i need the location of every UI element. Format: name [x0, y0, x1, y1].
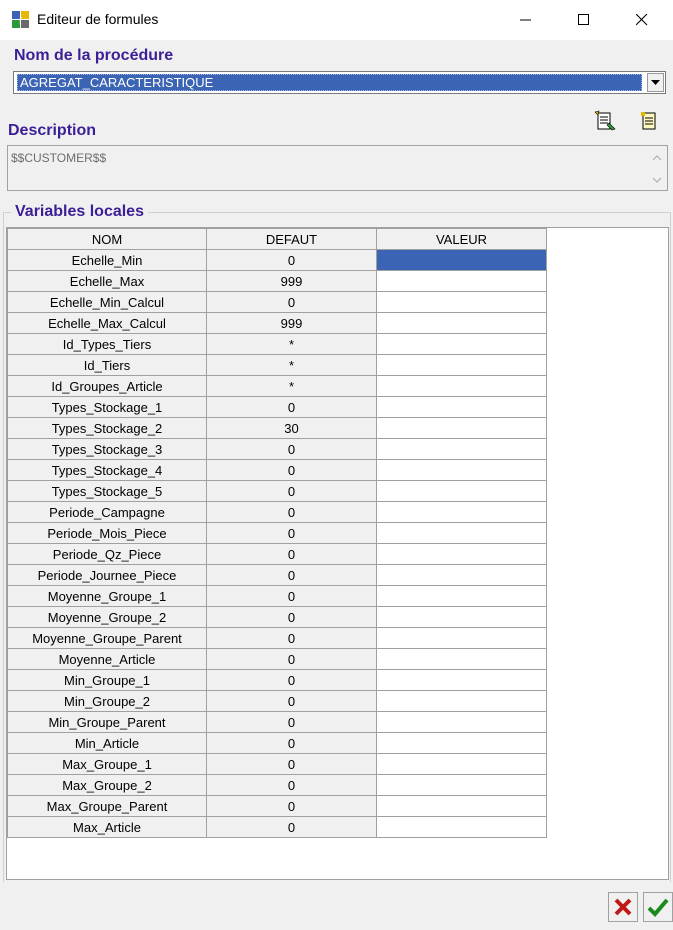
- cell-valeur[interactable]: [377, 817, 547, 838]
- cell-nom: Echelle_Min: [8, 250, 207, 271]
- table-row: [8, 670, 547, 691]
- procedure-select[interactable]: [13, 71, 666, 94]
- table-row: [8, 271, 547, 292]
- variables-grid: [6, 227, 669, 880]
- table-row: [8, 607, 547, 628]
- cell-valeur[interactable]: [377, 796, 547, 817]
- table-row: [8, 733, 547, 754]
- table-row: [8, 817, 547, 838]
- table-row: [8, 355, 547, 376]
- table-row: [8, 376, 547, 397]
- column-header-defaut[interactable]: DEFAUT: [207, 229, 377, 250]
- cell-valeur[interactable]: [377, 334, 547, 355]
- cell-valeur[interactable]: [377, 481, 547, 502]
- cell-nom: Max_Article: [8, 817, 207, 838]
- cell-defaut: 0: [207, 628, 377, 649]
- document-icon[interactable]: [639, 110, 661, 132]
- description-field[interactable]: [7, 145, 668, 191]
- scroll-down-icon[interactable]: [647, 170, 667, 190]
- chevron-down-icon: [651, 80, 660, 86]
- cell-nom: Types_Stockage_2: [8, 418, 207, 439]
- close-button[interactable]: [613, 0, 671, 40]
- procedure-dropdown-button[interactable]: [647, 73, 664, 92]
- cell-defaut: 30: [207, 418, 377, 439]
- cell-nom: Max_Groupe_1: [8, 754, 207, 775]
- table-row: [8, 796, 547, 817]
- cell-valeur[interactable]: [377, 397, 547, 418]
- cell-defaut: 0: [207, 817, 377, 838]
- cell-nom: Types_Stockage_5: [8, 481, 207, 502]
- cell-defaut: 0: [207, 733, 377, 754]
- cell-valeur[interactable]: [377, 775, 547, 796]
- cell-defaut: 0: [207, 250, 377, 271]
- ok-button[interactable]: [643, 892, 673, 922]
- cell-nom: Types_Stockage_3: [8, 439, 207, 460]
- cell-valeur[interactable]: [377, 502, 547, 523]
- cell-nom: Id_Types_Tiers: [8, 334, 207, 355]
- cell-valeur[interactable]: [377, 460, 547, 481]
- cell-valeur[interactable]: [377, 649, 547, 670]
- cell-defaut: 0: [207, 397, 377, 418]
- cell-nom: Periode_Mois_Piece: [8, 523, 207, 544]
- formula-editor-app-icon: [11, 10, 30, 29]
- maximize-button[interactable]: [555, 0, 613, 40]
- table-row: [8, 586, 547, 607]
- description-scrollbar[interactable]: [647, 146, 667, 190]
- cell-defaut: 0: [207, 607, 377, 628]
- cell-defaut: 0: [207, 649, 377, 670]
- cell-defaut: 0: [207, 775, 377, 796]
- cell-valeur[interactable]: [377, 418, 547, 439]
- cancel-button[interactable]: [608, 892, 638, 922]
- cell-valeur[interactable]: [377, 565, 547, 586]
- variables-table: [7, 228, 547, 838]
- table-row: [8, 649, 547, 670]
- column-header-valeur[interactable]: VALEUR: [377, 229, 547, 250]
- table-row: [8, 250, 547, 271]
- cell-defaut: 0: [207, 691, 377, 712]
- cell-defaut: 0: [207, 292, 377, 313]
- cell-defaut: 0: [207, 754, 377, 775]
- document-edit-icon[interactable]: [594, 110, 616, 132]
- table-row: [8, 481, 547, 502]
- table-row: [8, 397, 547, 418]
- cell-defaut: 0: [207, 439, 377, 460]
- cell-nom: Periode_Campagne: [8, 502, 207, 523]
- table-row: [8, 502, 547, 523]
- minimize-icon: [520, 14, 532, 26]
- checkmark-icon: [646, 896, 670, 918]
- cell-defaut: 0: [207, 712, 377, 733]
- cell-valeur[interactable]: [377, 439, 547, 460]
- cell-valeur[interactable]: [377, 607, 547, 628]
- cell-nom: Moyenne_Article: [8, 649, 207, 670]
- cell-valeur[interactable]: [377, 376, 547, 397]
- header-row: [8, 229, 547, 250]
- table-row: [8, 418, 547, 439]
- cell-valeur[interactable]: [377, 586, 547, 607]
- table-row: [8, 439, 547, 460]
- cell-defaut: 999: [207, 271, 377, 292]
- cell-nom: Max_Groupe_2: [8, 775, 207, 796]
- cell-nom: Periode_Qz_Piece: [8, 544, 207, 565]
- variables-label: Variables locales: [11, 203, 148, 221]
- table-row: [8, 313, 547, 334]
- svg-text:f: f: [18, 17, 23, 27]
- cell-valeur[interactable]: [377, 292, 547, 313]
- cell-nom: Min_Article: [8, 733, 207, 754]
- cell-defaut: 0: [207, 460, 377, 481]
- close-icon: [636, 14, 648, 26]
- cell-defaut: 0: [207, 523, 377, 544]
- table-row: [8, 775, 547, 796]
- table-row: [8, 292, 547, 313]
- cell-nom: Types_Stockage_1: [8, 397, 207, 418]
- table-row: [8, 691, 547, 712]
- cell-nom: Min_Groupe_1: [8, 670, 207, 691]
- cell-nom: Id_Tiers: [8, 355, 207, 376]
- table-row: [8, 565, 547, 586]
- cell-valeur[interactable]: [377, 523, 547, 544]
- cell-defaut: 0: [207, 481, 377, 502]
- cell-defaut: 0: [207, 565, 377, 586]
- cell-valeur[interactable]: [377, 355, 547, 376]
- cell-defaut: *: [207, 376, 377, 397]
- cell-defaut: 0: [207, 670, 377, 691]
- cell-defaut: 0: [207, 544, 377, 565]
- cell-valeur[interactable]: [377, 712, 547, 733]
- cell-nom: Moyenne_Groupe_Parent: [8, 628, 207, 649]
- cell-nom: Min_Groupe_2: [8, 691, 207, 712]
- table-row: [8, 754, 547, 775]
- cell-nom: Periode_Journee_Piece: [8, 565, 207, 586]
- cell-nom: Id_Groupes_Article: [8, 376, 207, 397]
- cell-nom: Min_Groupe_Parent: [8, 712, 207, 733]
- window-title: Editeur de formules: [37, 11, 159, 27]
- cancel-x-icon: [612, 896, 634, 918]
- maximize-icon: [578, 14, 590, 26]
- cell-nom: Echelle_Max: [8, 271, 207, 292]
- cell-nom: Moyenne_Groupe_1: [8, 586, 207, 607]
- scroll-up-icon[interactable]: [647, 148, 667, 168]
- procedure-select-value: AGREGAT_CARACTERISTIQUE: [17, 74, 642, 91]
- cell-nom: Moyenne_Groupe_2: [8, 607, 207, 628]
- variables-table-body: [8, 250, 547, 838]
- table-row: [8, 523, 547, 544]
- procedure-label: Nom de la procédure: [14, 47, 174, 64]
- cell-defaut: 999: [207, 313, 377, 334]
- cell-valeur[interactable]: [377, 271, 547, 292]
- cell-nom: Echelle_Max_Calcul: [8, 313, 207, 334]
- column-header-nom[interactable]: NOM: [8, 229, 207, 250]
- cell-defaut: 0: [207, 586, 377, 607]
- cell-valeur[interactable]: [377, 250, 547, 271]
- cell-defaut: *: [207, 355, 377, 376]
- description-value: $$CUSTOMER$$: [11, 151, 107, 165]
- cell-valeur[interactable]: [377, 733, 547, 754]
- table-row: [8, 712, 547, 733]
- cell-nom: Echelle_Min_Calcul: [8, 292, 207, 313]
- cell-defaut: 0: [207, 502, 377, 523]
- cell-valeur[interactable]: [377, 691, 547, 712]
- cell-defaut: 0: [207, 796, 377, 817]
- cell-nom: Max_Groupe_Parent: [8, 796, 207, 817]
- cell-valeur[interactable]: [377, 544, 547, 565]
- cell-valeur[interactable]: [377, 670, 547, 691]
- cell-valeur[interactable]: [377, 313, 547, 334]
- title-bar: [0, 0, 673, 40]
- table-row: [8, 628, 547, 649]
- cell-nom: Types_Stockage_4: [8, 460, 207, 481]
- minimize-button[interactable]: [497, 0, 555, 40]
- cell-valeur[interactable]: [377, 628, 547, 649]
- cell-valeur[interactable]: [377, 754, 547, 775]
- table-row: [8, 544, 547, 565]
- description-label: Description: [8, 122, 97, 139]
- cell-defaut: *: [207, 334, 377, 355]
- table-row: [8, 460, 547, 481]
- table-row: [8, 334, 547, 355]
